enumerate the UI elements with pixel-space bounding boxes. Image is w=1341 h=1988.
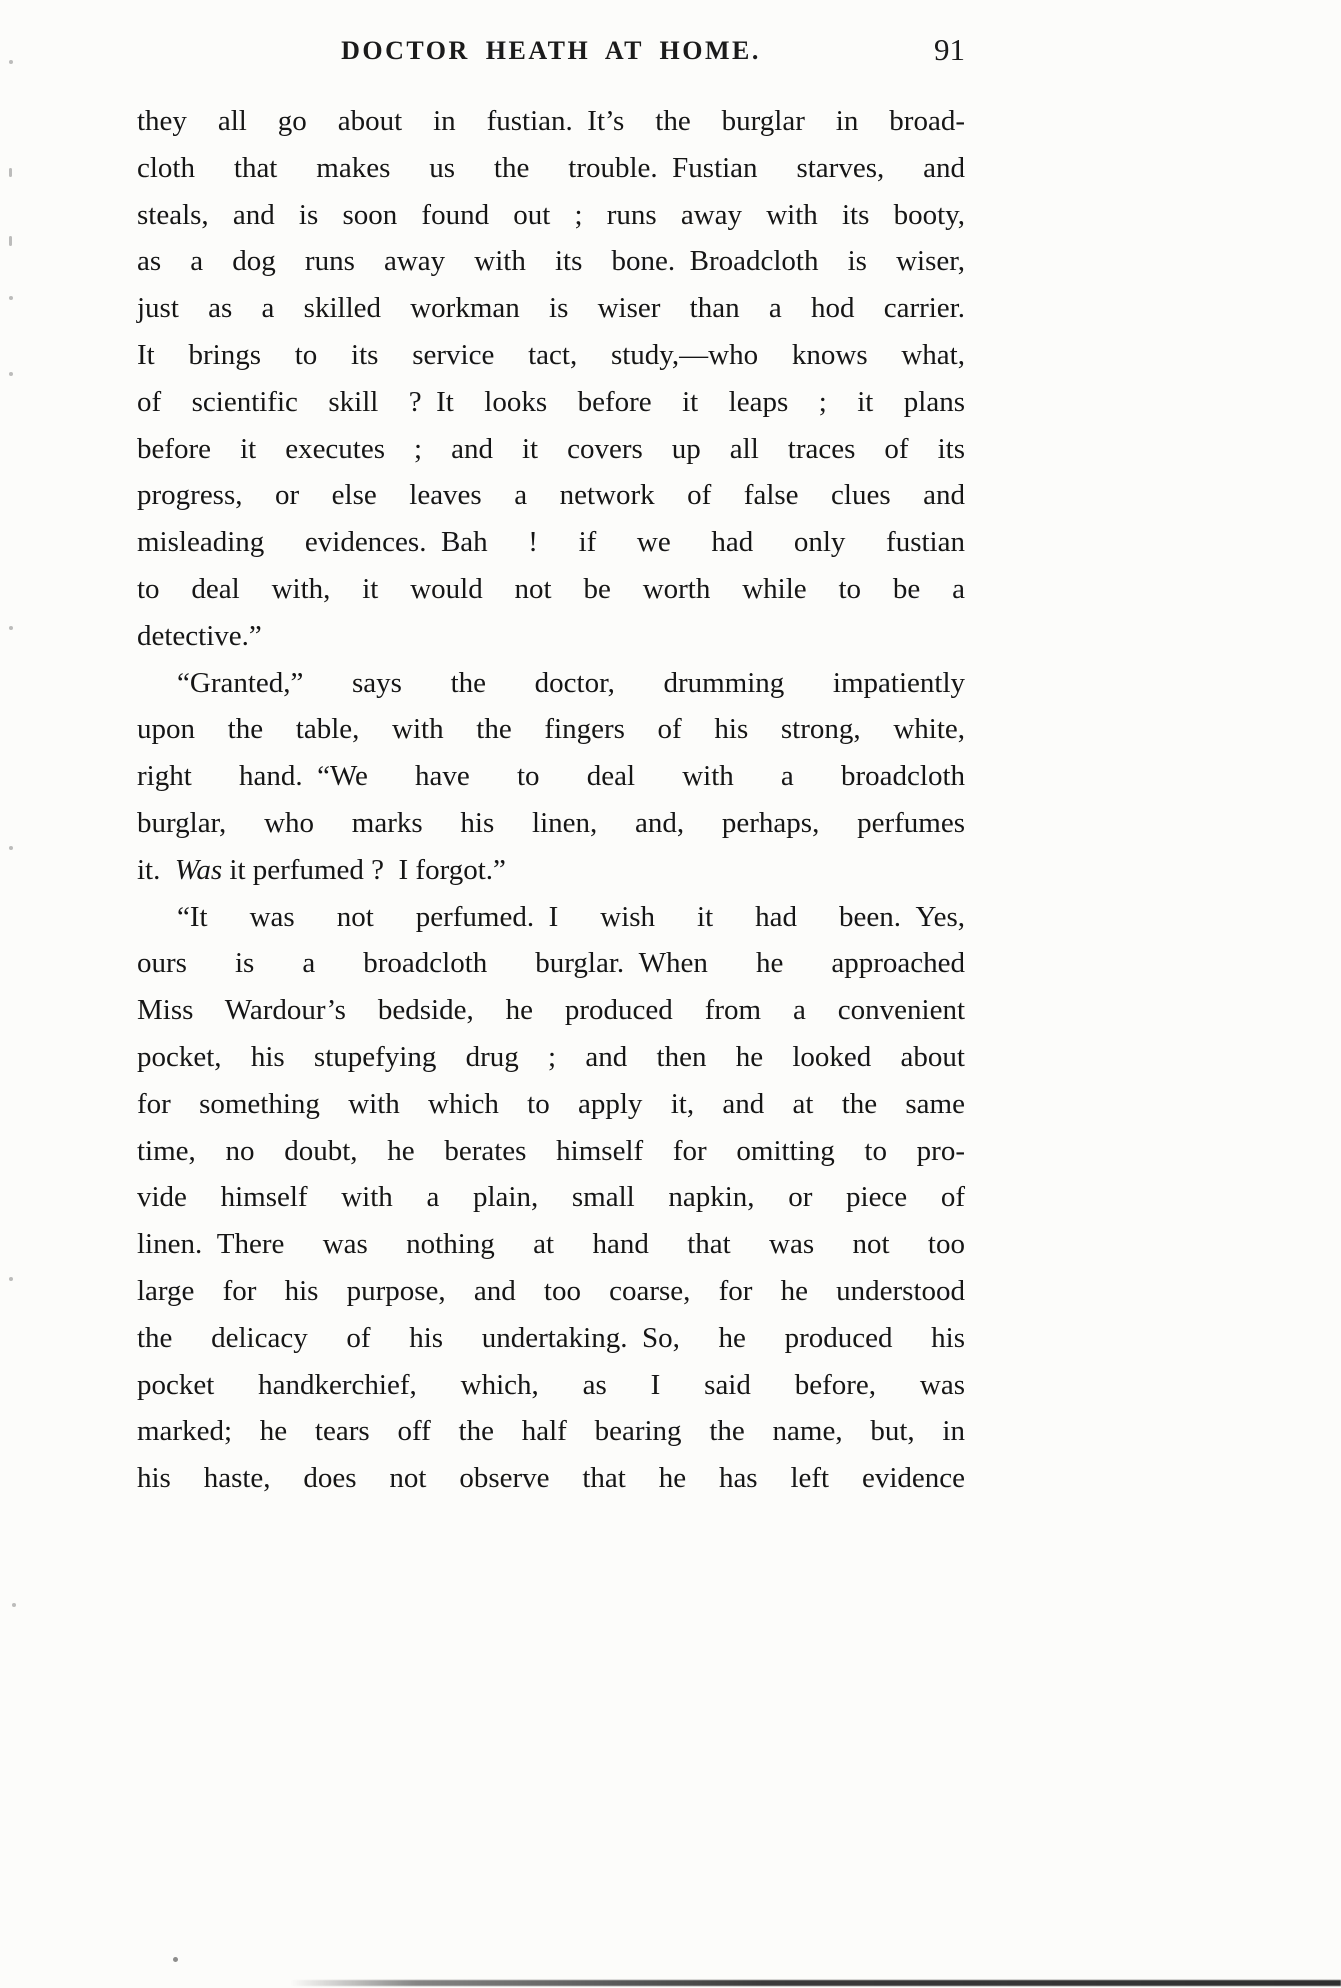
text-line: pocket handkerchief, which, as I said before, was <box>137 1368 965 1401</box>
text-line: misleading evidences. Bah ! if we had only fustian <box>137 526 965 559</box>
scan-mark <box>9 626 13 630</box>
scan-mark <box>12 1603 16 1607</box>
text-line: linen. There was nothing at hand that was not too <box>137 1228 965 1261</box>
text-line: It brings to its service tact, study,—who knows what, <box>137 338 965 371</box>
text-line: Miss Wardour’s bedside, he produced from a convenient <box>137 994 965 1027</box>
page-number: 91 <box>934 32 965 67</box>
text-line: cloth that makes us the trouble. Fustian starves, and <box>137 151 965 184</box>
text-line: large for his purpose, and too coarse, for he understood <box>137 1274 965 1307</box>
text-line: right hand. “We have to deal with a broadcloth <box>137 760 965 793</box>
text-line: his haste, does not observe that he has left evidence <box>137 1462 965 1495</box>
text-line: marked; he tears off the half bearing the name, but, in <box>137 1415 965 1448</box>
paragraph <box>137 660 965 894</box>
scan-mark <box>9 236 12 246</box>
text-line: “It was not perfumed. I wish it had been. Yes, <box>177 900 965 933</box>
scan-mark <box>9 60 13 64</box>
text-line: they all go about in fustian. It’s the burglar in broad- <box>137 105 965 137</box>
text-line: the delicacy of his undertaking. So, he produced his <box>137 1321 965 1354</box>
text-line: upon the table, with the fingers of his strong, white, <box>137 713 965 746</box>
text-block <box>137 98 965 1502</box>
running-title: DOCTOR HEATH AT HOME. <box>341 36 761 65</box>
text-line: pocket, his stupefying drug ; and then he looked about <box>137 1040 965 1073</box>
scan-mark <box>9 296 13 300</box>
page-header <box>137 32 965 76</box>
scan-mark <box>9 846 13 850</box>
page-bottom-edge-shadow <box>290 1980 1341 1986</box>
paragraph <box>137 894 965 1502</box>
scan-mark <box>9 168 12 177</box>
text-line: for something with which to apply it, and at the same <box>137 1087 965 1120</box>
scan-mark <box>9 372 13 376</box>
text-line: as a dog runs away with its bone. Broadcloth is wiser, <box>137 245 965 278</box>
text-line: it. Was it perfumed ? I forgot.” <box>137 853 506 886</box>
text-line: ours is a broadcloth burglar. When he approached <box>137 947 965 980</box>
text-line: before it executes ; and it covers up all traces of its <box>137 432 965 465</box>
text-line: just as a skilled workman is wiser than a hod carrier. <box>137 292 965 325</box>
text-line: burglar, who marks his linen, and, perhaps, perfumes <box>137 806 965 839</box>
text-line: time, no doubt, he berates himself for omitting to pro- <box>137 1134 965 1167</box>
text-line: steals, and is soon found out ; runs away with its booty, <box>137 198 965 231</box>
text-line: “Granted,” says the doctor, drumming impatiently <box>177 666 965 699</box>
paragraph <box>137 98 965 660</box>
text-line: detective.” <box>137 619 262 652</box>
scan-artifacts <box>0 0 30 1988</box>
text-line: vide himself with a plain, small napkin, or piece of <box>137 1181 965 1214</box>
text-line: to deal with, it would not be worth while to be a <box>137 572 965 605</box>
scan-mark <box>9 1277 13 1281</box>
text-line: of scientific skill ? It looks before it leaps ; it plans <box>137 385 965 418</box>
text-line: progress, or else leaves a network of false clues and <box>137 479 965 512</box>
scan-mark <box>173 1957 178 1962</box>
